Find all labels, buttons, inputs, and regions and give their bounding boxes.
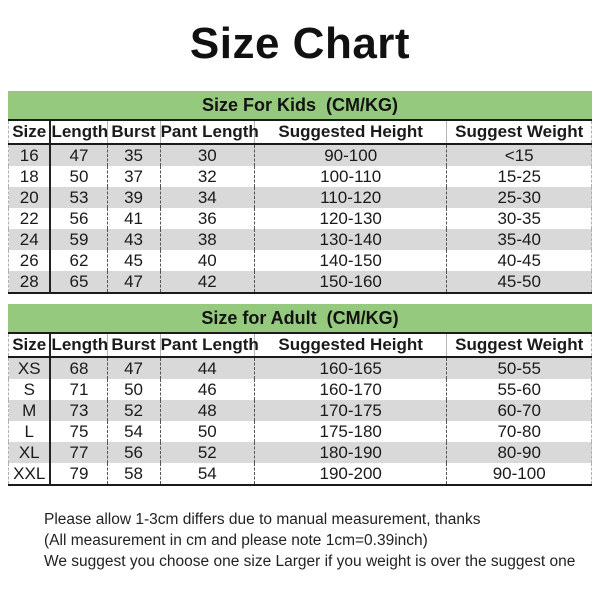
kids-size-section [8, 91, 592, 294]
table-row [9, 421, 592, 442]
table-cell: 59 [50, 229, 107, 250]
table-cell: 43 [107, 229, 160, 250]
column-header-pant-length: Pant Length [160, 333, 254, 357]
note-line: We suggest you choose one size Larger if you weight is over the suggest one [44, 553, 576, 570]
table-cell: 55-60 [447, 379, 592, 400]
table-cell: 71 [50, 379, 107, 400]
table-row [9, 166, 592, 187]
table-cell: 52 [160, 442, 254, 463]
column-header-suggested-height: Suggested Height [255, 120, 447, 144]
column-header-suggest-weight: Suggest Weight [447, 120, 592, 144]
table-row [9, 400, 592, 421]
table-cell: 40 [160, 250, 254, 271]
table-cell: S [23, 379, 35, 399]
table-row [9, 208, 592, 229]
table-cell: 175-180 [255, 421, 447, 442]
table-cell: 62 [50, 250, 107, 271]
table-row [9, 271, 592, 293]
table-cell: 53 [50, 187, 107, 208]
table-cell: 39 [107, 187, 160, 208]
table-cell: XS [17, 358, 41, 378]
table-cell: 110-120 [255, 187, 447, 208]
table-cell: 130-140 [255, 229, 447, 250]
table-cell: 32 [160, 166, 254, 187]
column-header-pant-length: Pant Length [160, 120, 254, 144]
kids-table-header [9, 120, 592, 144]
table-cell: 70-80 [447, 421, 592, 442]
table-cell: 100-110 [255, 166, 447, 187]
table-cell: 25-30 [447, 187, 592, 208]
table-cell: 58 [107, 463, 160, 485]
column-header-size: Size [9, 333, 51, 357]
table-cell: 90-100 [255, 144, 447, 166]
table-cell: <15 [447, 144, 592, 166]
table-cell: 56 [50, 208, 107, 229]
table-cell: 120-130 [255, 208, 447, 229]
table-cell: 73 [50, 400, 107, 421]
table-cell: 50 [160, 421, 254, 442]
table-cell: 42 [160, 271, 254, 293]
table-cell: 30 [160, 144, 254, 166]
table-cell: 80-90 [447, 442, 592, 463]
table-cell: 40-45 [447, 250, 592, 271]
adult-table-body [9, 357, 592, 485]
page-title: Size Chart [189, 19, 411, 68]
table-row [9, 379, 592, 400]
header-row [9, 333, 592, 357]
table-cell: 160-165 [255, 357, 447, 379]
column-header-burst: Burst [107, 333, 160, 357]
table-cell: 90-100 [447, 463, 592, 485]
table-cell: 54 [107, 421, 160, 442]
table-cell: 22 [19, 208, 39, 228]
note-line: (All measurement in cm and please note 1cm=0.39inch) [44, 532, 428, 549]
kids-table-body [9, 144, 592, 293]
table-cell: 26 [19, 250, 39, 270]
table-cell: 46 [160, 379, 254, 400]
column-header-suggested-height: Suggested Height [255, 333, 447, 357]
table-row [9, 187, 592, 208]
table-row [9, 250, 592, 271]
table-cell: 77 [50, 442, 107, 463]
table-cell: 47 [50, 144, 107, 166]
kids-size-table [8, 119, 592, 294]
table-cell: 15-25 [447, 166, 592, 187]
table-cell: 38 [160, 229, 254, 250]
table-cell: 50 [107, 379, 160, 400]
table-cell: 44 [160, 357, 254, 379]
table-cell: 140-150 [255, 250, 447, 271]
table-cell: 190-200 [255, 463, 447, 485]
table-cell: 47 [107, 357, 160, 379]
header-row [9, 120, 592, 144]
table-cell: 37 [107, 166, 160, 187]
table-cell: 170-175 [255, 400, 447, 421]
column-header-size: Size [9, 120, 51, 144]
table-row [9, 357, 592, 379]
table-cell: M [22, 400, 37, 420]
table-cell: 24 [19, 229, 39, 249]
adult-size-table [8, 332, 592, 486]
table-cell: 16 [19, 145, 39, 165]
table-cell: 18 [19, 166, 39, 186]
adult-table-banner: Size for Adult (CM/KG) [8, 304, 592, 332]
table-cell: 60-70 [447, 400, 592, 421]
note-line: Please allow 1-3cm differs due to manual measurement, thanks [44, 511, 481, 528]
adult-table-header [9, 333, 592, 357]
table-cell: 45-50 [447, 271, 592, 293]
table-cell: 68 [50, 357, 107, 379]
table-cell: 160-170 [255, 379, 447, 400]
table-cell: 36 [160, 208, 254, 229]
table-cell: 47 [107, 271, 160, 293]
column-header-suggest-weight: Suggest Weight [447, 333, 592, 357]
table-cell: 54 [160, 463, 254, 485]
table-cell: 41 [107, 208, 160, 229]
table-cell: 28 [19, 271, 39, 291]
table-row [9, 144, 592, 166]
table-cell: 52 [107, 400, 160, 421]
column-header-length: Length [50, 120, 107, 144]
table-row [9, 463, 592, 485]
kids-table-banner: Size For Kids (CM/KG) [8, 91, 592, 119]
column-header-length: Length [50, 333, 107, 357]
table-cell: 75 [50, 421, 107, 442]
table-cell: L [24, 421, 34, 441]
table-cell: 180-190 [255, 442, 447, 463]
column-header-burst: Burst [107, 120, 160, 144]
table-cell: XXL [13, 463, 46, 483]
table-cell: 35-40 [447, 229, 592, 250]
table-cell: 56 [107, 442, 160, 463]
adult-size-section [8, 304, 592, 486]
table-cell: 65 [50, 271, 107, 293]
table-cell: 150-160 [255, 271, 447, 293]
table-cell: XL [18, 442, 40, 462]
table-cell: 35 [107, 144, 160, 166]
measurement-notes [44, 509, 600, 572]
table-cell: 50-55 [447, 357, 592, 379]
table-cell: 30-35 [447, 208, 592, 229]
table-cell: 50 [50, 166, 107, 187]
table-row [9, 229, 592, 250]
table-row [9, 442, 592, 463]
table-cell: 79 [50, 463, 107, 485]
table-cell: 45 [107, 250, 160, 271]
table-cell: 20 [19, 187, 39, 207]
table-cell: 34 [160, 187, 254, 208]
table-cell: 48 [160, 400, 254, 421]
